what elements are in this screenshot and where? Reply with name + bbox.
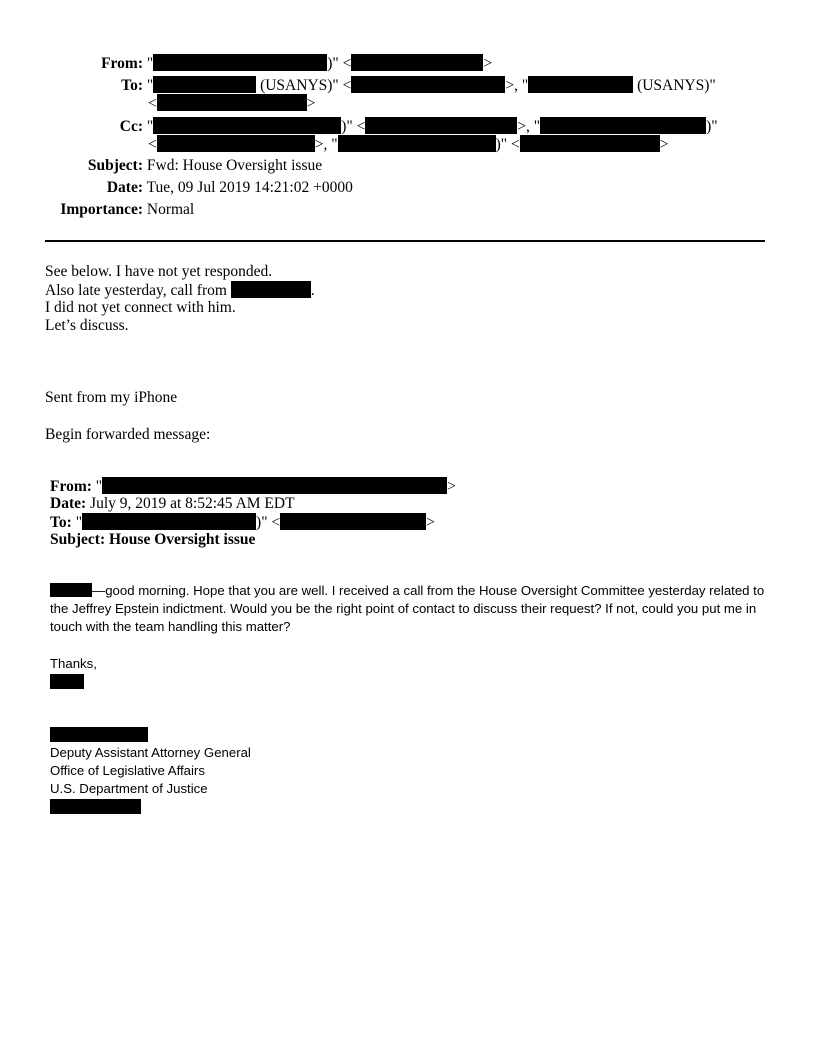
to-org: (USANYS)" <: [256, 77, 352, 94]
cc-separator: )" <: [341, 118, 366, 135]
fwd-to-separator: )" <: [256, 514, 281, 531]
to-close: >: [306, 95, 316, 112]
fwd-to-label: To:: [50, 514, 72, 531]
fwd-to-close: >: [426, 514, 435, 531]
sig-office: Office of Legislative Affairs: [50, 763, 205, 778]
sent-from: Sent from my iPhone: [45, 389, 178, 406]
fwd-to: [50, 513, 435, 532]
redaction: [50, 583, 92, 597]
header-cc: [45, 117, 718, 136]
begin-forwarded: Begin forwarded message:: [45, 426, 211, 443]
redaction: [157, 94, 307, 111]
header-to-cont: [148, 94, 316, 113]
header-cc-cont: [148, 135, 668, 154]
fwd-subject-label: Subject:: [50, 531, 106, 548]
date-value: Tue, 09 Jul 2019 14:21:02 +0000: [146, 179, 353, 196]
redaction: [50, 674, 84, 689]
body-line: I did not yet connect with him.: [45, 299, 236, 316]
fwd-from-label: From:: [50, 478, 92, 495]
header-importance: [45, 201, 194, 219]
fwd-message-text: —good morning. Hope that you are well. I received a call from the House Oversight Committee yesterday related to the Jeffrey Epstein indictment. Would you be the right point of contact to discuss their request? If not, could you put me in touch with the team handling this matter?: [50, 583, 765, 634]
header-divider: [45, 240, 765, 242]
redaction: [50, 799, 141, 814]
cc-separator: >, ": [517, 118, 541, 135]
redaction: [528, 76, 633, 93]
redaction: [520, 135, 660, 152]
redaction: [82, 513, 256, 530]
cc-separator: )" <: [495, 136, 520, 153]
sig-title: Deputy Assistant Attorney General: [50, 745, 251, 760]
fwd-date-label: Date:: [50, 495, 87, 512]
redaction: [153, 117, 341, 134]
fwd-date-value: July 9, 2019 at 8:52:45 AM EDT: [86, 495, 295, 512]
redaction: [153, 54, 327, 71]
body-line: [45, 281, 315, 300]
body-line: Let’s discuss.: [45, 317, 129, 334]
redaction: [153, 76, 256, 93]
to-quote: ": [146, 77, 154, 94]
date-label: Date:: [106, 179, 143, 196]
fwd-subject: [50, 531, 255, 549]
redaction: [50, 727, 148, 742]
to-open: <: [148, 95, 157, 112]
redaction: [351, 54, 483, 71]
header-to: [45, 76, 716, 95]
subject-value: Fwd: House Oversight issue: [146, 157, 323, 174]
subject-label: Subject:: [87, 157, 143, 174]
body-line: See below. I have not yet responded.: [45, 263, 273, 280]
fwd-thanks: Thanks,: [50, 656, 97, 671]
fwd-from-quote: ": [91, 478, 103, 495]
to-separator: >, ": [505, 77, 529, 94]
fwd-subject-value: House Oversight issue: [105, 531, 256, 548]
cc-quote: ": [146, 118, 154, 135]
from-label: From:: [101, 55, 143, 72]
header-date: [45, 179, 353, 197]
redaction: [102, 477, 447, 494]
cc-separator: >, ": [314, 136, 338, 153]
redaction: [231, 281, 311, 298]
from-separator: )" <: [327, 55, 352, 72]
fwd-date: [50, 495, 295, 513]
body-text: Also late yesterday, call from: [45, 282, 231, 299]
header-from: [45, 54, 492, 73]
cc-label: Cc:: [119, 118, 143, 135]
importance-value: Normal: [146, 201, 195, 218]
cc-close: >: [659, 136, 669, 153]
redaction: [280, 513, 426, 530]
redaction: [540, 117, 706, 134]
to-label: To:: [121, 77, 143, 94]
sig-dept: U.S. Department of Justice: [50, 781, 208, 796]
redaction: [365, 117, 517, 134]
fwd-to-quote: ": [71, 514, 83, 531]
redaction: [338, 135, 496, 152]
redaction: [351, 76, 505, 93]
fwd-from-close: >: [447, 478, 456, 495]
fwd-from: [50, 477, 456, 496]
redaction: [157, 135, 315, 152]
body-text: .: [310, 282, 315, 299]
importance-label: Importance:: [60, 201, 143, 218]
to-org: (USANYS)": [633, 77, 716, 94]
header-subject: [45, 157, 322, 175]
from-quote: ": [146, 55, 154, 72]
from-close: >: [483, 55, 493, 72]
fwd-message: [50, 582, 770, 636]
cc-close: )": [706, 118, 718, 135]
cc-open: <: [148, 136, 157, 153]
